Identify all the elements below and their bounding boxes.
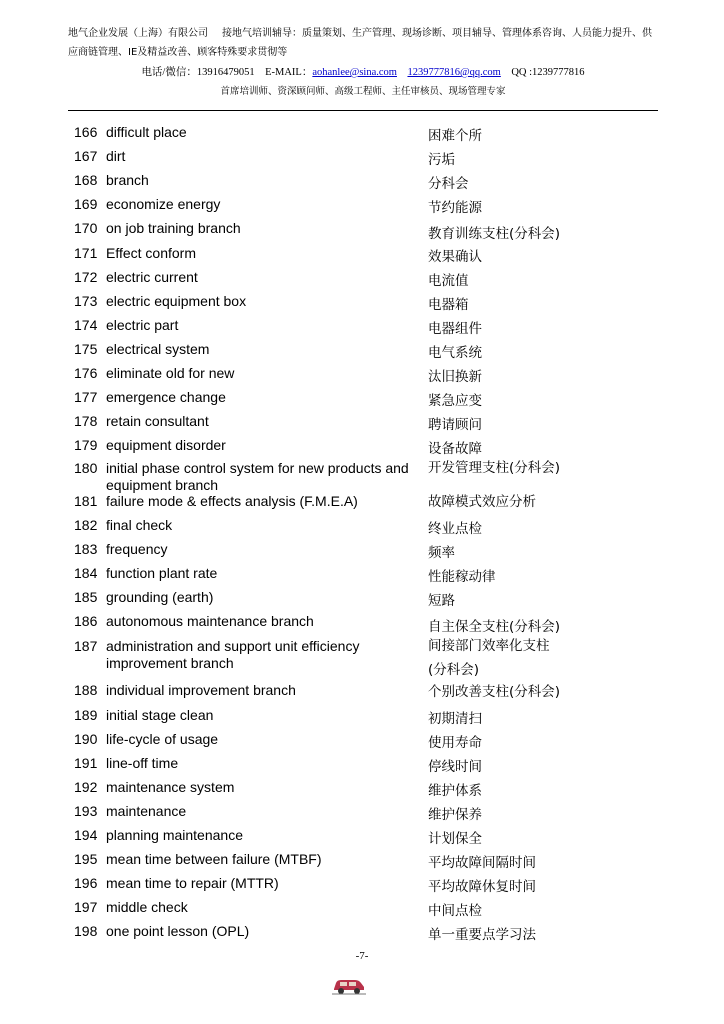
term-english: frequency [106, 541, 168, 557]
term-number: 186 [74, 613, 98, 629]
term-english: autonomous maintenance branch [106, 613, 314, 629]
term-chinese: 平均故障间隔时间 [428, 855, 536, 871]
term-english: electric current [106, 269, 198, 285]
list-item [74, 541, 674, 565]
term-number: 188 [74, 682, 98, 698]
term-chinese: 汰旧换新 [428, 369, 482, 385]
term-number: 187 [74, 638, 98, 654]
term-number: 171 [74, 245, 98, 261]
term-english: grounding (earth) [106, 589, 214, 605]
list-item [74, 682, 674, 707]
list-item [74, 589, 674, 613]
term-number: 192 [74, 779, 98, 795]
term-english: middle check [106, 899, 188, 915]
email-link-sina[interactable]: aohanlee@sina.com [312, 67, 397, 78]
term-english: line-off time [106, 755, 179, 771]
term-number: 182 [74, 517, 98, 533]
term-number: 193 [74, 803, 98, 819]
term-english: electric equipment box [106, 293, 247, 309]
term-english: on job training branch [106, 220, 241, 236]
term-english: initial phase control system for new products and equipment branch [106, 460, 409, 493]
term-chinese: 分科会 [428, 176, 469, 192]
term-english: equipment disorder [106, 437, 226, 453]
company-name: 地气企业发展（上海）有限公司 [68, 28, 208, 39]
header-divider [68, 110, 658, 111]
term-number: 180 [74, 460, 98, 476]
list-item [74, 413, 674, 437]
list-item [74, 269, 674, 293]
term-number: 191 [74, 755, 98, 771]
term-number: 168 [74, 172, 98, 188]
list-item [74, 172, 674, 196]
term-english: mean time to repair (MTTR) [106, 875, 279, 891]
term-number: 196 [74, 875, 98, 891]
term-chinese: 污垢 [428, 152, 455, 168]
list-item [74, 707, 674, 731]
list-item [74, 755, 674, 779]
list-item [74, 148, 674, 172]
term-chinese: 聘请顾问 [428, 417, 482, 433]
term-chinese: 使用寿命 [428, 735, 482, 751]
list-item [74, 731, 674, 755]
term-number: 176 [74, 365, 98, 381]
term-english: maintenance [106, 803, 187, 819]
term-chinese: 开发管理支柱(分科会) [428, 460, 561, 476]
term-chinese: 自主保全支柱(分科会) [428, 619, 561, 635]
term-number: 174 [74, 317, 98, 333]
term-number: 172 [74, 269, 98, 285]
list-item [74, 899, 674, 923]
term-number: 179 [74, 437, 98, 453]
term-chinese: 困难个所 [428, 128, 482, 144]
term-english: function plant rate [106, 565, 218, 581]
term-chinese: 频率 [428, 545, 455, 561]
list-item [74, 923, 674, 947]
term-english: branch [106, 172, 149, 188]
term-number: 195 [74, 851, 98, 867]
term-chinese: 维护保养 [428, 807, 482, 823]
header-company-line [68, 24, 658, 62]
glossary-list [74, 124, 674, 947]
page-header [68, 24, 658, 100]
term-number: 173 [74, 293, 98, 309]
term-english: final check [106, 517, 173, 533]
list-item [74, 517, 674, 541]
term-chinese: 紧急应变 [428, 393, 482, 409]
term-chinese: 教育训练支柱(分科会) [428, 226, 561, 242]
term-number: 167 [74, 148, 98, 164]
term-chinese: 电器组件 [428, 321, 482, 337]
term-number: 190 [74, 731, 98, 747]
list-item [74, 779, 674, 803]
term-english: planning maintenance [106, 827, 243, 843]
term-english: initial stage clean [106, 707, 214, 723]
term-chinese: 维护体系 [428, 783, 482, 799]
list-item [74, 613, 674, 638]
contact-qq: QQ :1239777816 [511, 67, 585, 78]
term-english: dirt [106, 148, 126, 164]
list-item [74, 851, 674, 875]
term-english: retain consultant [106, 413, 209, 429]
email-link-qq[interactable]: 1239777816@qq.com [407, 67, 501, 78]
term-chinese: 节约能源 [428, 200, 482, 216]
car-logo-icon [331, 973, 367, 997]
list-item [74, 875, 674, 899]
term-english: one point lesson (OPL) [106, 923, 250, 939]
term-english: eliminate old for new [106, 365, 235, 381]
term-english: difficult place [106, 124, 187, 140]
list-item [74, 803, 674, 827]
term-number: 169 [74, 196, 98, 212]
list-item [74, 389, 674, 413]
term-chinese: 停线时间 [428, 759, 482, 775]
term-chinese: 短路 [428, 593, 455, 609]
list-item [74, 565, 674, 589]
term-number: 189 [74, 707, 98, 723]
term-number: 177 [74, 389, 98, 405]
list-item [74, 341, 674, 365]
term-chinese: 效果确认 [428, 249, 482, 265]
term-number: 198 [74, 923, 98, 939]
term-number: 181 [74, 493, 98, 509]
term-chinese: 计划保全 [428, 831, 482, 847]
term-chinese: 中间点检 [428, 903, 482, 919]
page-number: -7- [355, 950, 369, 962]
term-chinese: 平均故障休复时间 [428, 879, 536, 895]
term-english: economize energy [106, 196, 221, 212]
list-item [74, 460, 674, 493]
term-number: 197 [74, 899, 98, 915]
term-number: 194 [74, 827, 98, 843]
term-number: 166 [74, 124, 98, 140]
list-item [74, 124, 674, 148]
term-english: Effect conform [106, 245, 197, 261]
term-number: 170 [74, 220, 98, 236]
list-item [74, 196, 674, 220]
term-chinese: 性能稼动律 [428, 569, 496, 585]
list-item [74, 317, 674, 341]
term-chinese: 电器箱 [428, 297, 469, 313]
contact-phone: 电话/微信：13916479051 E-MAIL： [141, 67, 313, 78]
term-chinese: 单一重要点学习法 [428, 927, 536, 943]
header-contact-line [68, 65, 658, 81]
list-item [74, 638, 674, 682]
term-chinese: 终业点检 [428, 521, 482, 537]
term-english: life-cycle of usage [106, 731, 219, 747]
term-english: emergence change [106, 389, 226, 405]
list-item [74, 245, 674, 269]
term-chinese: 电气系统 [428, 345, 482, 361]
term-english: failure mode & effects analysis (F.M.E.A) [106, 493, 358, 509]
term-chinese: 个别改善支柱(分科会) [428, 684, 561, 700]
term-number: 183 [74, 541, 98, 557]
term-english: maintenance system [106, 779, 235, 795]
term-english: electrical system [106, 341, 210, 357]
term-english: administration and support unit efficiency improvement branch [106, 638, 360, 671]
term-number: 185 [74, 589, 98, 605]
term-number: 175 [74, 341, 98, 357]
list-item [74, 293, 674, 317]
list-item [74, 220, 674, 245]
term-english: mean time between failure (MTBF) [106, 851, 322, 867]
list-item [74, 493, 674, 517]
term-chinese: 初期清扫 [428, 711, 482, 727]
header-titles: 首席培训师、资深顾问师、高级工程师、主任审核员、现场管理专家 [220, 86, 506, 97]
services-list: 接地气培训辅导：质量策划、生产管理、现场诊断、项目辅导、管理体系咨询、人员能力提升、供应商链管理、IE及精益改善、顾客特殊要求贯彻等 [68, 28, 652, 58]
term-english: electric part [106, 317, 179, 333]
term-number: 178 [74, 413, 98, 429]
list-item [74, 365, 674, 389]
term-chinese: 设备故障 [428, 441, 482, 457]
term-number: 184 [74, 565, 98, 581]
term-chinese: 故障模式效应分析 [428, 494, 536, 510]
list-item [74, 827, 674, 851]
term-chinese: 间接部门效率化支柱(分科会) [428, 638, 550, 678]
term-english: individual improvement branch [106, 682, 296, 698]
term-chinese: 电流值 [428, 273, 469, 289]
